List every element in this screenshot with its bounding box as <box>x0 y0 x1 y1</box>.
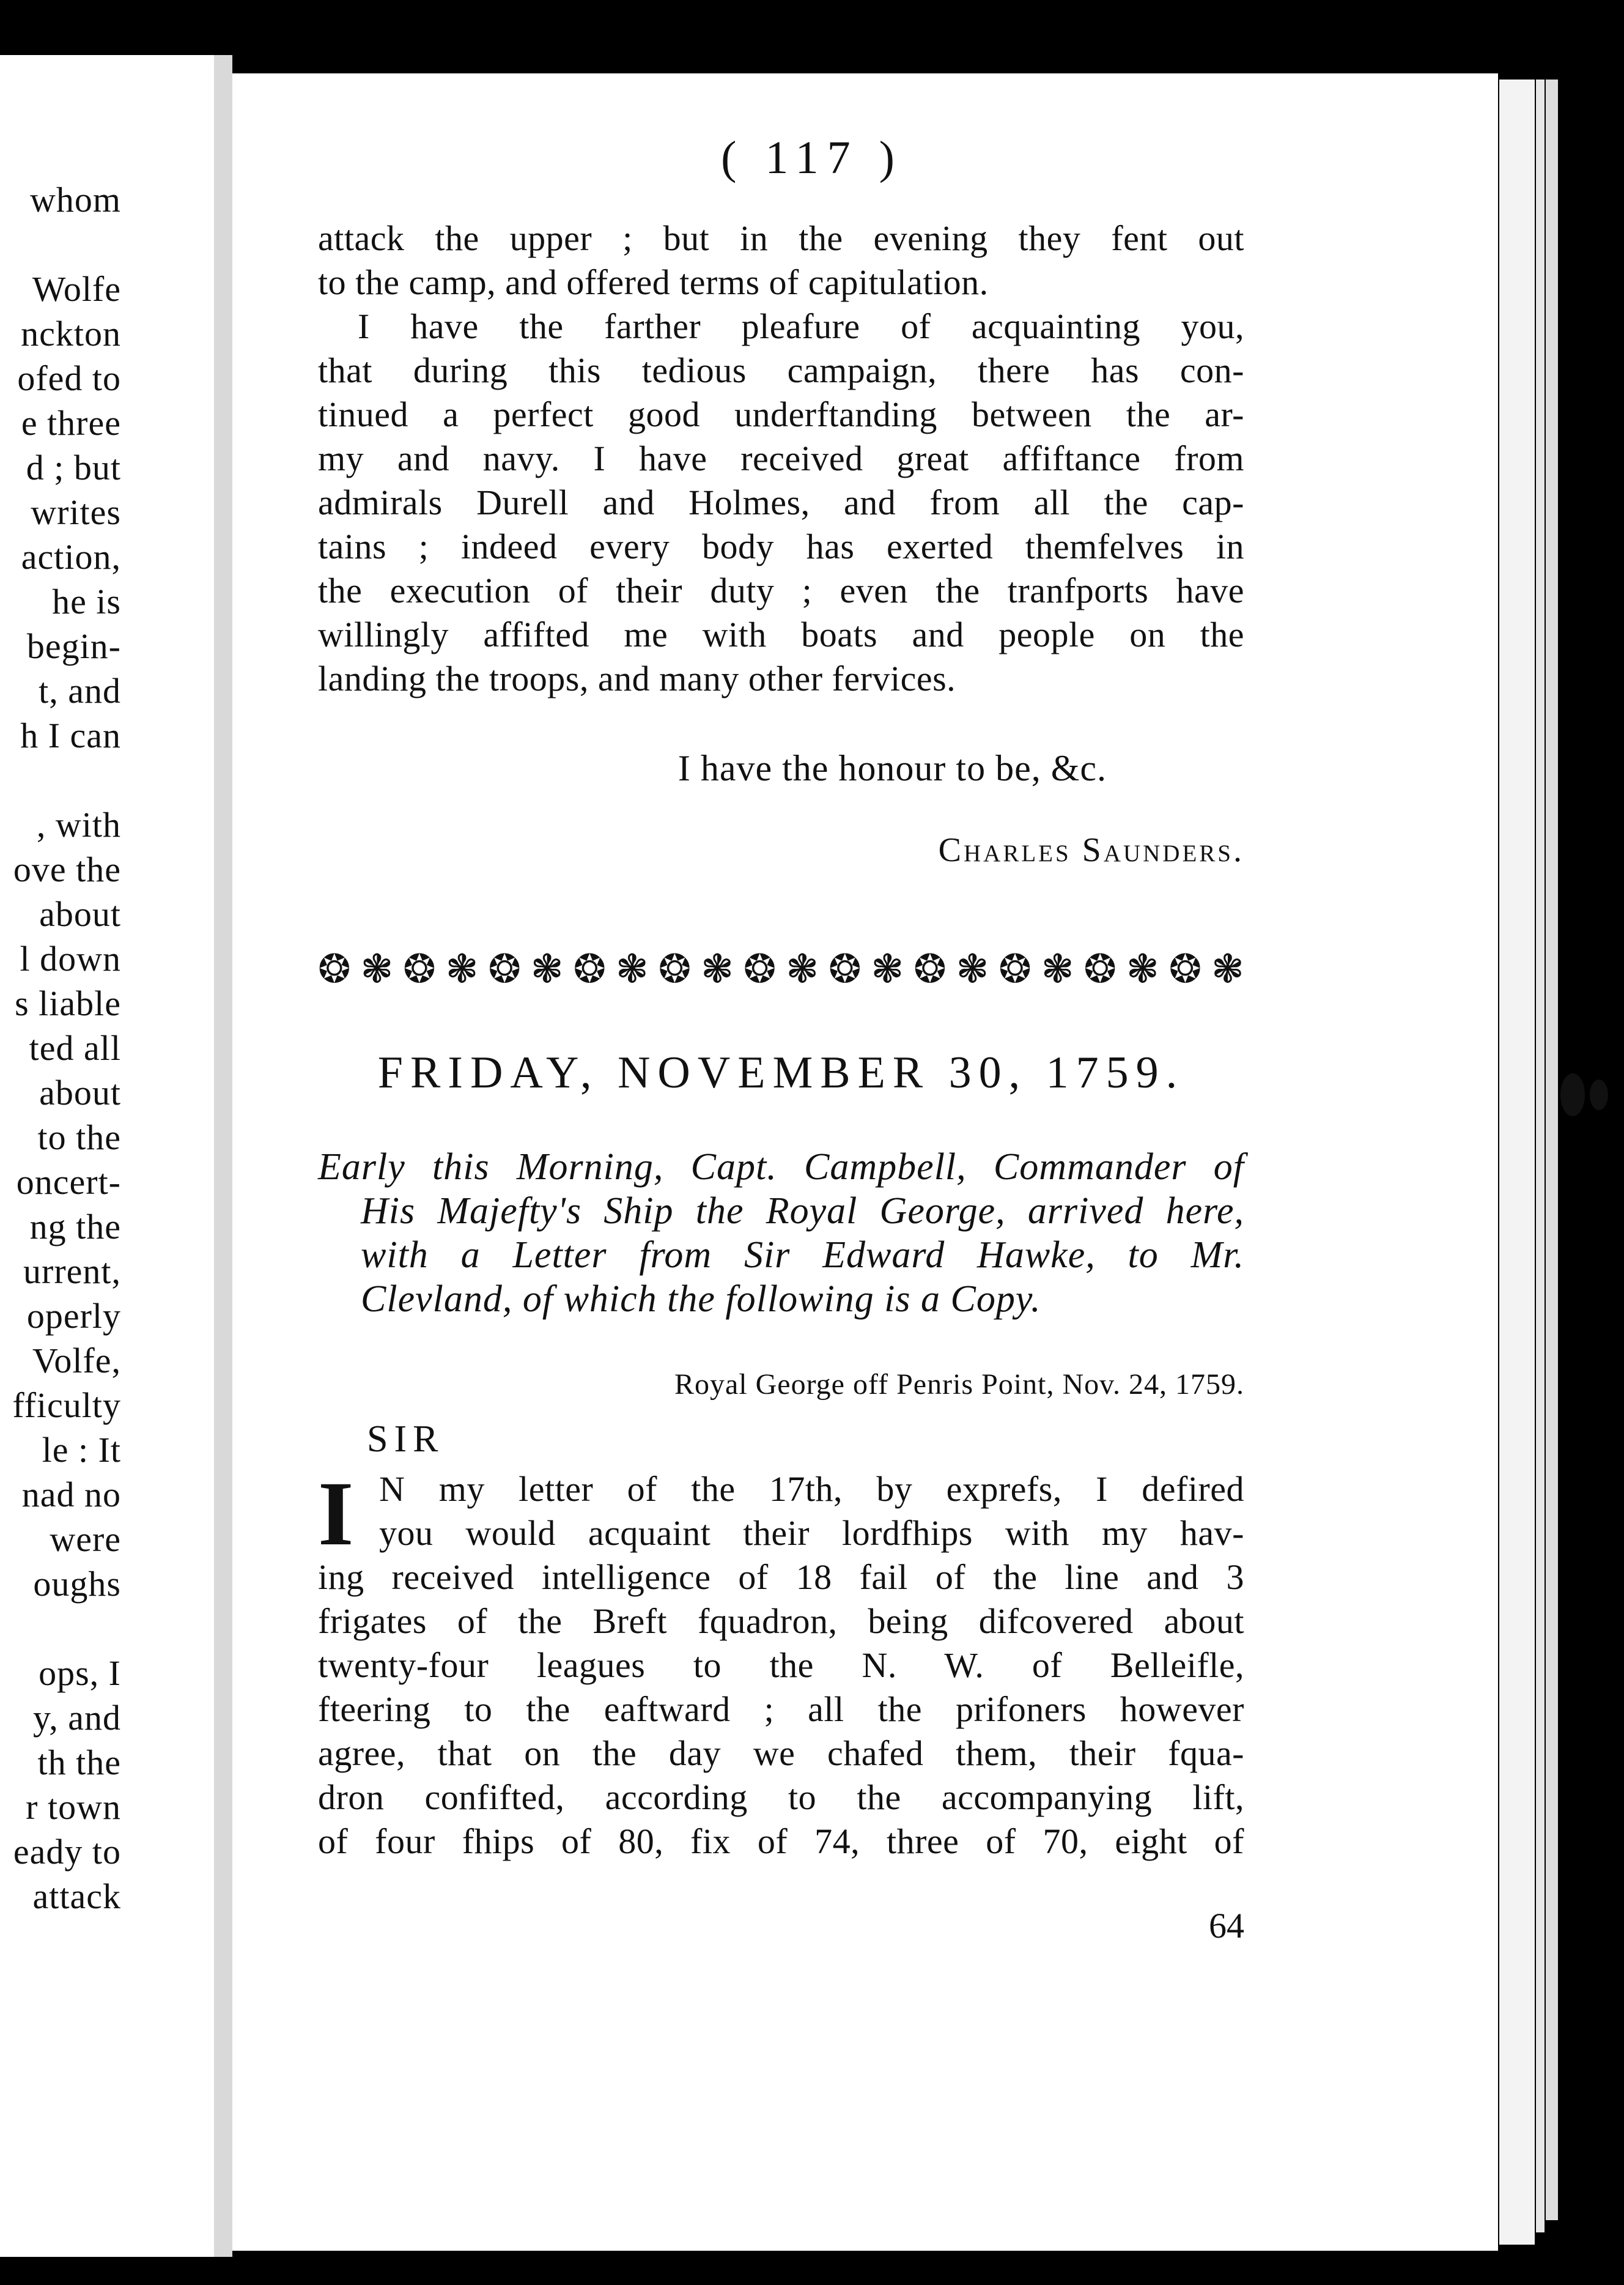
salutation: SIR <box>367 1418 445 1460</box>
text-line: landing the troops, and many other fervices. <box>318 659 956 698</box>
page-edge <box>1546 80 1558 2220</box>
notice-line: with a Letter from Sir Edward Hawke, to Mr. <box>361 1234 1244 1276</box>
left-page-line: h I can <box>20 716 121 755</box>
catchword: 64 <box>1209 1906 1244 1946</box>
left-page-line: s liable <box>15 983 121 1023</box>
ornament-glyph-icon: ❃ <box>445 947 479 992</box>
letter-line: you would acquaint their lordfhips with my hav- <box>379 1513 1244 1553</box>
ornament-glyph-icon: ❃ <box>786 947 819 992</box>
letter-line: dron confifted, according to the accompanying lift, <box>318 1777 1244 1817</box>
left-page-line: fficulty <box>12 1385 121 1425</box>
text-line: attack the upper ; but in the evening they fent out <box>318 218 1244 258</box>
left-page-line: attack <box>32 1876 121 1916</box>
left-page-line: ng the <box>29 1207 121 1246</box>
ornament-glyph-icon: ❃ <box>871 947 904 992</box>
left-page-line: eady to <box>13 1832 121 1872</box>
left-page-line: operly <box>26 1296 121 1336</box>
ornament-glyph-icon: ❂ <box>998 947 1032 992</box>
left-page-line: l down <box>20 939 121 979</box>
page-edge <box>1499 80 1535 2245</box>
left-page-line: he is <box>52 582 121 621</box>
left-page-line: le : It <box>42 1430 121 1470</box>
letter-line: of four fhips of 80, fix of 74, three of 70, eight of <box>318 1821 1244 1861</box>
ornament-glyph-icon: ❂ <box>488 947 521 992</box>
letter-place-date: Royal George off Penris Point, Nov. 24, 1759. <box>674 1368 1244 1401</box>
left-page-text <box>12 177 121 1919</box>
left-page-line: ops, I <box>39 1653 121 1693</box>
signature: Charles Saunders. <box>938 831 1244 869</box>
left-page-line: begin- <box>26 626 121 666</box>
left-page-line: e three <box>21 403 121 443</box>
text-line: tains ; indeed every body has exerted themfelves in <box>318 527 1244 566</box>
ornament-glyph-icon: ❂ <box>743 947 777 992</box>
ornament-glyph-icon: ❃ <box>701 947 734 992</box>
left-page-line: nckton <box>21 314 121 354</box>
text-line: admirals Durell and Holmes, and from all the cap- <box>318 483 1244 522</box>
ornament-glyph-icon: ❃ <box>360 947 394 992</box>
ornament-glyph-icon: ❃ <box>1126 947 1159 992</box>
letter-line: N my letter of the 17th, by exprefs, I defired <box>379 1469 1244 1509</box>
letter-line: frigates of the Breft fquadron, being difcovered about <box>318 1601 1244 1641</box>
left-page-line: about <box>39 894 121 934</box>
text-line: that during this tedious campaign, there has con- <box>318 350 1244 390</box>
page-speck <box>1590 1080 1608 1110</box>
left-page-line: to the <box>37 1117 121 1157</box>
left-page-line: t, and <box>39 671 121 711</box>
left-page-line: Volfe, <box>32 1341 121 1380</box>
ornament-glyph-icon: ❂ <box>573 947 607 992</box>
left-page-line: nad no <box>21 1475 121 1514</box>
ornament-glyph-icon: ❃ <box>1041 947 1074 992</box>
ornament-glyph-icon: ❂ <box>403 947 436 992</box>
left-page-line: about <box>39 1073 121 1113</box>
left-page-line: Wolfe <box>32 269 121 309</box>
dateline-heading: FRIDAY, NOVEMBER 30, 1759. <box>377 1048 1185 1098</box>
left-page-line: oncert- <box>16 1162 121 1202</box>
left-page-line: whom <box>30 180 121 220</box>
left-page-line: urrent, <box>23 1251 121 1291</box>
left-page-line: ted all <box>29 1028 121 1068</box>
notice-line: His Majefty's Ship the Royal George, arrived here, <box>361 1190 1244 1232</box>
page-speck <box>1560 1073 1585 1116</box>
ornament-glyph-icon: ❂ <box>658 947 692 992</box>
letter-line: fteering to the eaftward ; all the prifoners however <box>318 1689 1244 1729</box>
page-edge <box>1536 80 1545 2232</box>
left-page-line <box>12 222 121 267</box>
left-page-line: writes <box>31 492 121 532</box>
ornament-glyph-icon: ❂ <box>318 947 351 992</box>
page-gutter <box>214 55 232 2257</box>
closing-line: I have the honour to be, &c. <box>677 748 1107 788</box>
letter-line: agree, that on the day we chafed them, their fqua- <box>318 1733 1244 1773</box>
left-facing-page <box>0 55 214 2257</box>
left-page-line <box>12 1606 121 1651</box>
ornament-glyph-icon: ❂ <box>1168 947 1202 992</box>
text-line: to the camp, and offered terms of capitulation. <box>318 262 989 302</box>
notice-line: Clevland, of which the following is a Copy. <box>361 1278 1041 1320</box>
ornament-glyph-icon: ❃ <box>616 947 649 992</box>
letter-line: ing received intelligence of 18 fail of the line and 3 <box>318 1557 1244 1597</box>
ornamental-divider <box>318 948 1244 991</box>
letter-line: twenty-four leagues to the N. W. of Belleifle, <box>318 1645 1244 1685</box>
left-page-line: th the <box>37 1742 121 1782</box>
left-page-line: were <box>50 1519 121 1559</box>
text-line: I have the farther pleafure of acquainting you, <box>358 306 1244 346</box>
ornament-glyph-icon: ❃ <box>956 947 989 992</box>
left-page-line: oughs <box>33 1564 121 1604</box>
left-page-line: r town <box>26 1787 121 1827</box>
drop-cap: I <box>318 1463 354 1565</box>
left-page-line: ove the <box>13 850 121 889</box>
left-page-line: action, <box>21 537 121 577</box>
left-page-line: ofed to <box>17 358 121 398</box>
ornament-glyph-icon: ❃ <box>530 947 564 992</box>
text-line: willingly affifted me with boats and people on the <box>318 615 1244 654</box>
ornament-glyph-icon: ❂ <box>828 947 862 992</box>
ornament-glyph-icon: ❃ <box>1211 947 1244 992</box>
page-number: ( 117 ) <box>721 132 903 183</box>
text-line: tinued a perfect good underftanding between the ar- <box>318 394 1244 434</box>
ornament-glyph-icon: ❂ <box>1083 947 1117 992</box>
notice-line: Early this Morning, Capt. Campbell, Commander of <box>318 1146 1244 1188</box>
text-line: the execution of their duty ; even the tranfports have <box>318 571 1244 610</box>
left-page-line: y, and <box>33 1698 121 1738</box>
text-line: my and navy. I have received great affiftance from <box>318 439 1244 478</box>
ornament-glyph-icon: ❂ <box>914 947 947 992</box>
left-page-line <box>12 758 121 802</box>
left-page-line: d ; but <box>26 448 121 487</box>
left-page-line: , with <box>36 805 121 845</box>
